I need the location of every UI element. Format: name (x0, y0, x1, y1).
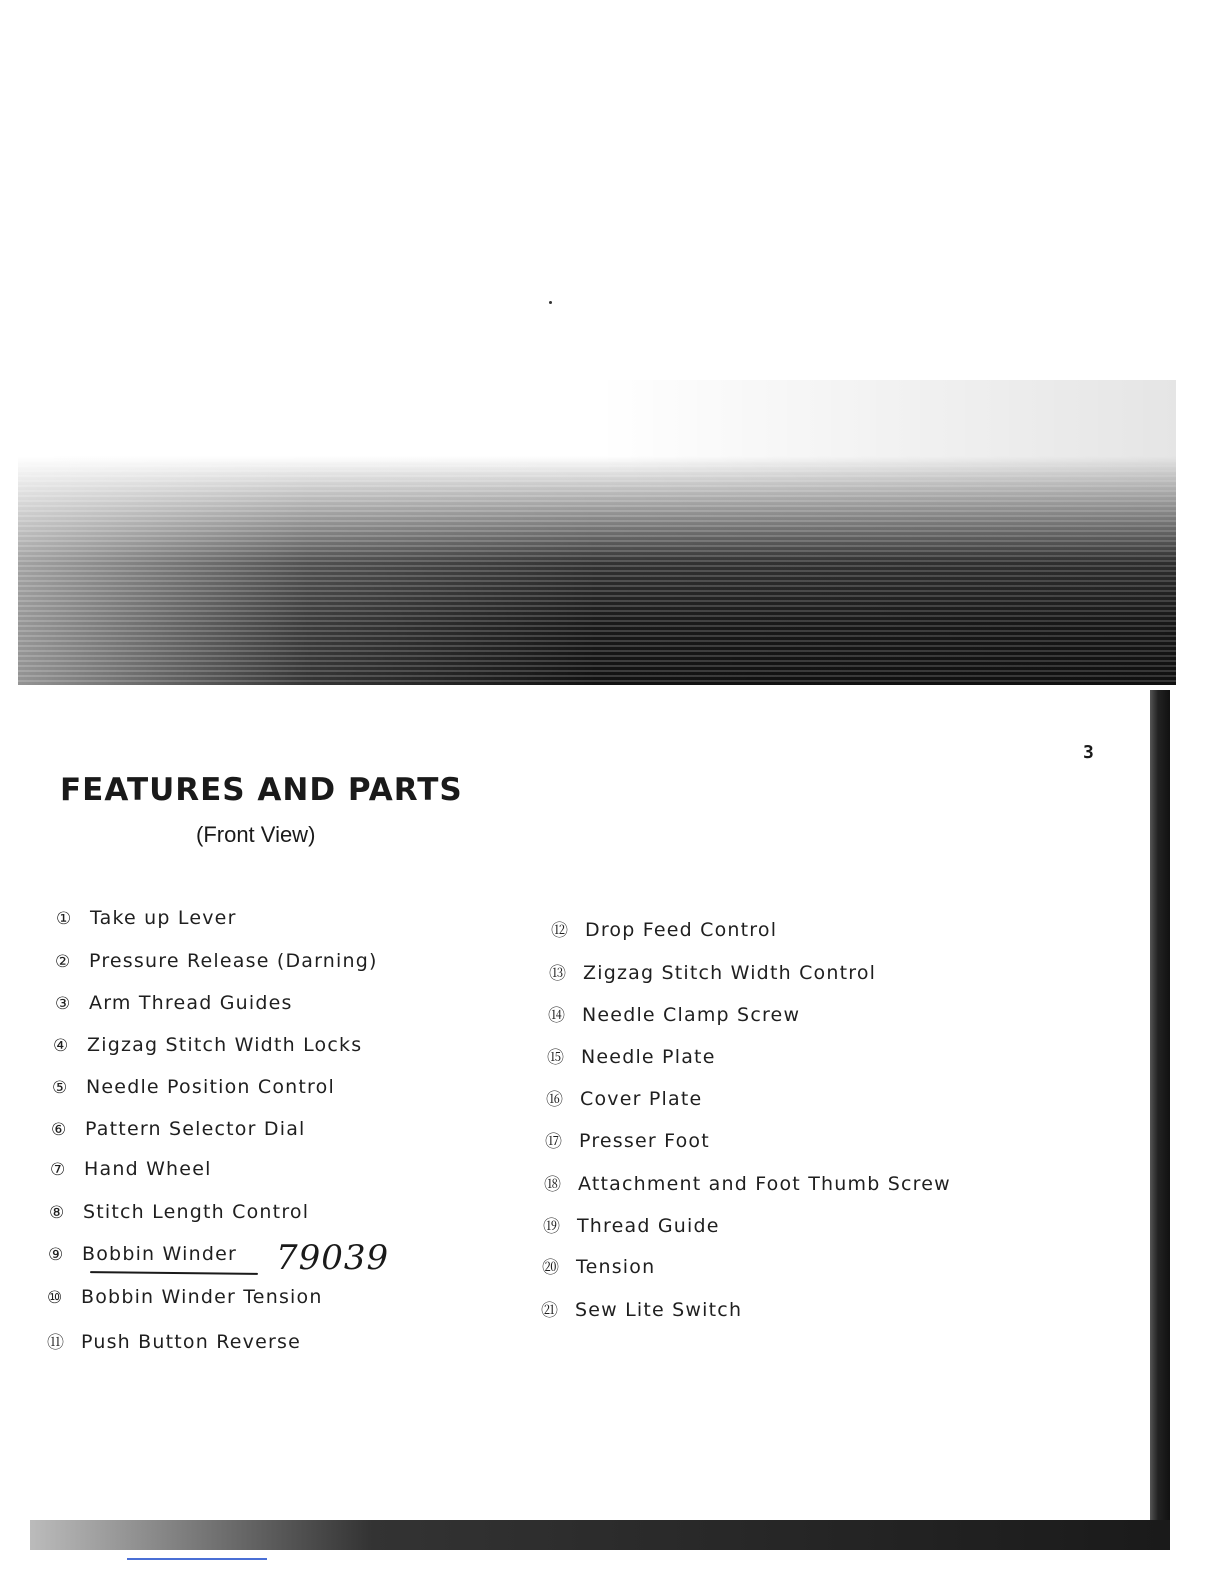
part-label: Zigzag Stitch Width Locks (87, 1034, 363, 1056)
page-number: 3 (1083, 742, 1094, 763)
part-item (56, 907, 237, 929)
part-item (47, 1286, 323, 1308)
part-item (542, 1253, 655, 1278)
part-label: Hand Wheel (84, 1158, 212, 1180)
part-item (53, 1034, 362, 1056)
part-number: ⑫ (551, 921, 570, 941)
part-number: ⑨ (48, 1245, 65, 1265)
part-number: ⑯ (546, 1090, 565, 1110)
part-item (47, 1328, 301, 1353)
part-label: Push Button Reverse (81, 1331, 301, 1353)
part-number: ⑥ (51, 1120, 68, 1140)
part-item (545, 1127, 710, 1152)
part-label: Attachment and Foot Thumb Screw (578, 1173, 951, 1195)
part-item (48, 1243, 237, 1265)
part-number: ⑳ (542, 1258, 561, 1278)
part-number: ① (56, 909, 73, 929)
handwritten-note: 79039 (276, 1238, 390, 1278)
part-number: ⑧ (49, 1203, 66, 1223)
part-label: Zigzag Stitch Width Control (583, 962, 877, 984)
part-number: ㉑ (541, 1301, 560, 1321)
part-label: Thread Guide (577, 1215, 720, 1237)
scan-speck (549, 301, 552, 304)
part-label: Needle Plate (581, 1046, 716, 1068)
part-item (55, 950, 378, 972)
scanned-photo-fade (18, 380, 1176, 685)
part-item (541, 1296, 742, 1321)
part-item (543, 1212, 720, 1237)
part-label: Pressure Release (Darning) (89, 950, 378, 972)
part-number: ⑤ (52, 1078, 69, 1098)
part-item (548, 1001, 800, 1026)
part-label: Tension (576, 1256, 656, 1278)
part-number: ⑦ (50, 1160, 67, 1180)
part-label: Presser Foot (579, 1130, 710, 1152)
part-number: ⑮ (547, 1048, 566, 1068)
scan-blue-mark (127, 1558, 267, 1560)
part-number: ⑬ (549, 964, 568, 984)
scan-bottom-edge (30, 1520, 1170, 1550)
part-number: ⑱ (544, 1175, 563, 1195)
part-label: Take up Lever (90, 907, 237, 929)
part-label: Stitch Length Control (83, 1201, 310, 1223)
part-item (51, 1118, 306, 1140)
part-item (547, 1043, 716, 1068)
part-number: ④ (53, 1036, 70, 1056)
part-label: Bobbin Winder (82, 1243, 237, 1265)
handwritten-underline (90, 1271, 258, 1275)
part-number: ⑭ (548, 1006, 567, 1026)
part-item (55, 992, 293, 1014)
part-label: Arm Thread Guides (89, 992, 293, 1014)
part-number: ⑪ (47, 1333, 66, 1353)
part-item (549, 959, 876, 984)
part-number: ⑲ (543, 1217, 562, 1237)
scan-right-edge (1150, 690, 1170, 1550)
part-number: ⑩ (47, 1288, 64, 1308)
page-title: FEATURES AND PARTS (60, 772, 463, 808)
part-item (551, 916, 777, 941)
part-item (546, 1085, 702, 1110)
part-label: Needle Position Control (86, 1076, 335, 1098)
part-number: ② (55, 952, 72, 972)
part-label: Cover Plate (580, 1088, 703, 1110)
part-number: ③ (55, 994, 72, 1014)
part-label: Pattern Selector Dial (85, 1118, 306, 1140)
part-label: Needle Clamp Screw (582, 1004, 801, 1026)
part-number: ⑰ (545, 1132, 564, 1152)
part-item (49, 1201, 309, 1223)
part-label: Sew Lite Switch (575, 1299, 743, 1321)
part-label: Drop Feed Control (585, 919, 778, 941)
part-label: Bobbin Winder Tension (81, 1286, 323, 1308)
part-item (52, 1076, 335, 1098)
page-subtitle: (Front View) (196, 822, 316, 847)
part-item (50, 1158, 212, 1180)
part-item (544, 1170, 951, 1195)
